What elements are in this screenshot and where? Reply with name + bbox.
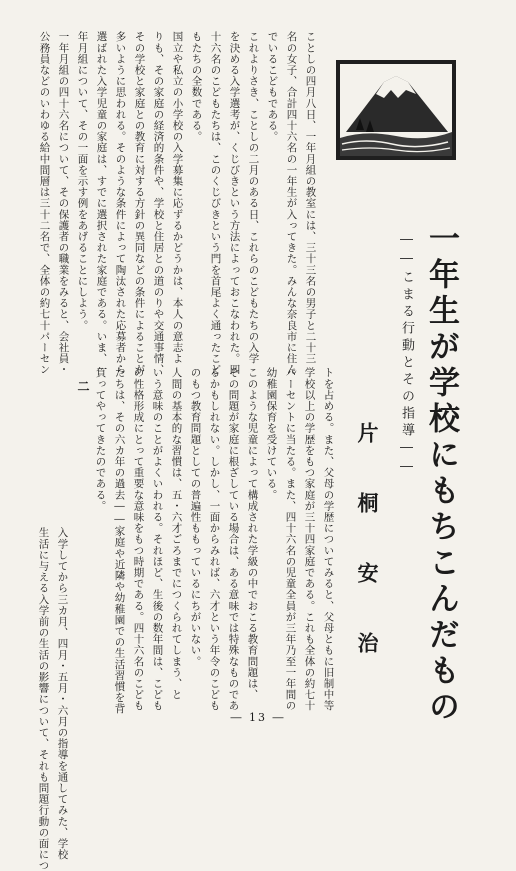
text-column: その学校と家庭との教育に対する方針の異同などの条件によることが xyxy=(133,31,146,376)
text-column: 年月組について、その一面を示す例をあげることにしよう。 xyxy=(76,31,89,331)
section-2-number: 二 xyxy=(76,380,90,392)
text-column: 多いように思われる。そのような条件によって陶汰された応募者から xyxy=(114,31,127,376)
text-column: もたちの全数である。 xyxy=(190,31,203,142)
text-column: たちは、その六カ年の過去――家庭や近隣や幼稚園での生活習慣を背 xyxy=(113,367,126,715)
text-column: いう意味のことがよくいわれる。それほど、生後の数年間は、こども xyxy=(151,367,164,712)
text-column: 公務員などのいわゆる給中間層は三十二名で、全体の約七十パーセン xyxy=(38,31,51,376)
text-column: これよりさき、ことしの二月のある日、これらのこどもたちの入学 xyxy=(247,31,260,364)
text-column: 国立や私立の小学校の入学募集に応ずるかどうかは、本人の意志よ xyxy=(171,31,184,364)
text-column: 選ばれた入学児童の家庭は、すでに選択された家庭である。いま、一 xyxy=(95,31,108,376)
text-column: 生活に与える入学前の生活の影響について、それも問題行動の面につ xyxy=(37,527,50,871)
page-number: ― 13 ― xyxy=(230,711,286,724)
text-column: 入学してから三カ月、四月・五月・六月の指導を通してみた、学校 xyxy=(56,527,69,860)
text-column: でいるこどもである。 xyxy=(266,31,279,142)
article-subtitle: ――こまる行動とその指導―― xyxy=(399,232,414,478)
text-column: るかもしれない。しかし、一面からみれば、六才という年令のこども xyxy=(208,367,221,712)
text-column: このような児童によって構成された学級の中でおこる教育問題は、 xyxy=(246,367,259,700)
text-column: 人間の基本的な習慣は、五・六才ごろまでにつくられてしまう、と xyxy=(170,367,183,700)
text-column: を決める入学選考が、くじびきという方法によっておこなわれた。四 xyxy=(228,31,241,376)
text-column: 一年月組の四十六名について、その保護者の職業をみると、会社員・ xyxy=(57,31,70,376)
text-column: の性格形成にとって重要な意味をもつ時期である。四十六名のこども xyxy=(132,367,145,712)
text-column: パーセントに当たる。また、四十六名の児童全員が三年乃至一年間の xyxy=(284,367,297,712)
mountain-illustration xyxy=(336,60,456,160)
text-column: 十六名のこどもたちは、このくじびきという門を首尾よく通ったこど xyxy=(209,31,222,376)
article-title: 一年生が学校にもちこんだもの xyxy=(423,222,459,726)
text-column: その問題が家庭に根ざしている場合は、ある意味では特殊なものであ xyxy=(227,367,240,712)
text-column: 幼稚園保育を受けている。 xyxy=(265,367,278,501)
text-column: 学校以上の学歴をもつ家庭が三十四家庭である。これも全体の約七十 xyxy=(303,367,316,712)
text-column: 負ってやってきたのである。 xyxy=(94,367,107,512)
text-column: りも、その家庭の経済的条件や、学校と住居との道のりや交通事情、 xyxy=(152,31,165,376)
text-column: のもつ教育問題としての普遍性ももっているにちがいない。 xyxy=(189,367,202,667)
author-name: 片 桐 安 治 xyxy=(355,422,380,667)
text-column: ことしの四月八日、一年月組の教室には、三十三名の男子と二十三 xyxy=(304,31,317,364)
text-column: 名の女子、合計四十六名の一年生が入ってきた。みんな奈良市に住ん xyxy=(285,31,298,376)
text-column: トを占める。また、父母の学歴についてみると、父母ともに旧制中等 xyxy=(322,367,335,712)
